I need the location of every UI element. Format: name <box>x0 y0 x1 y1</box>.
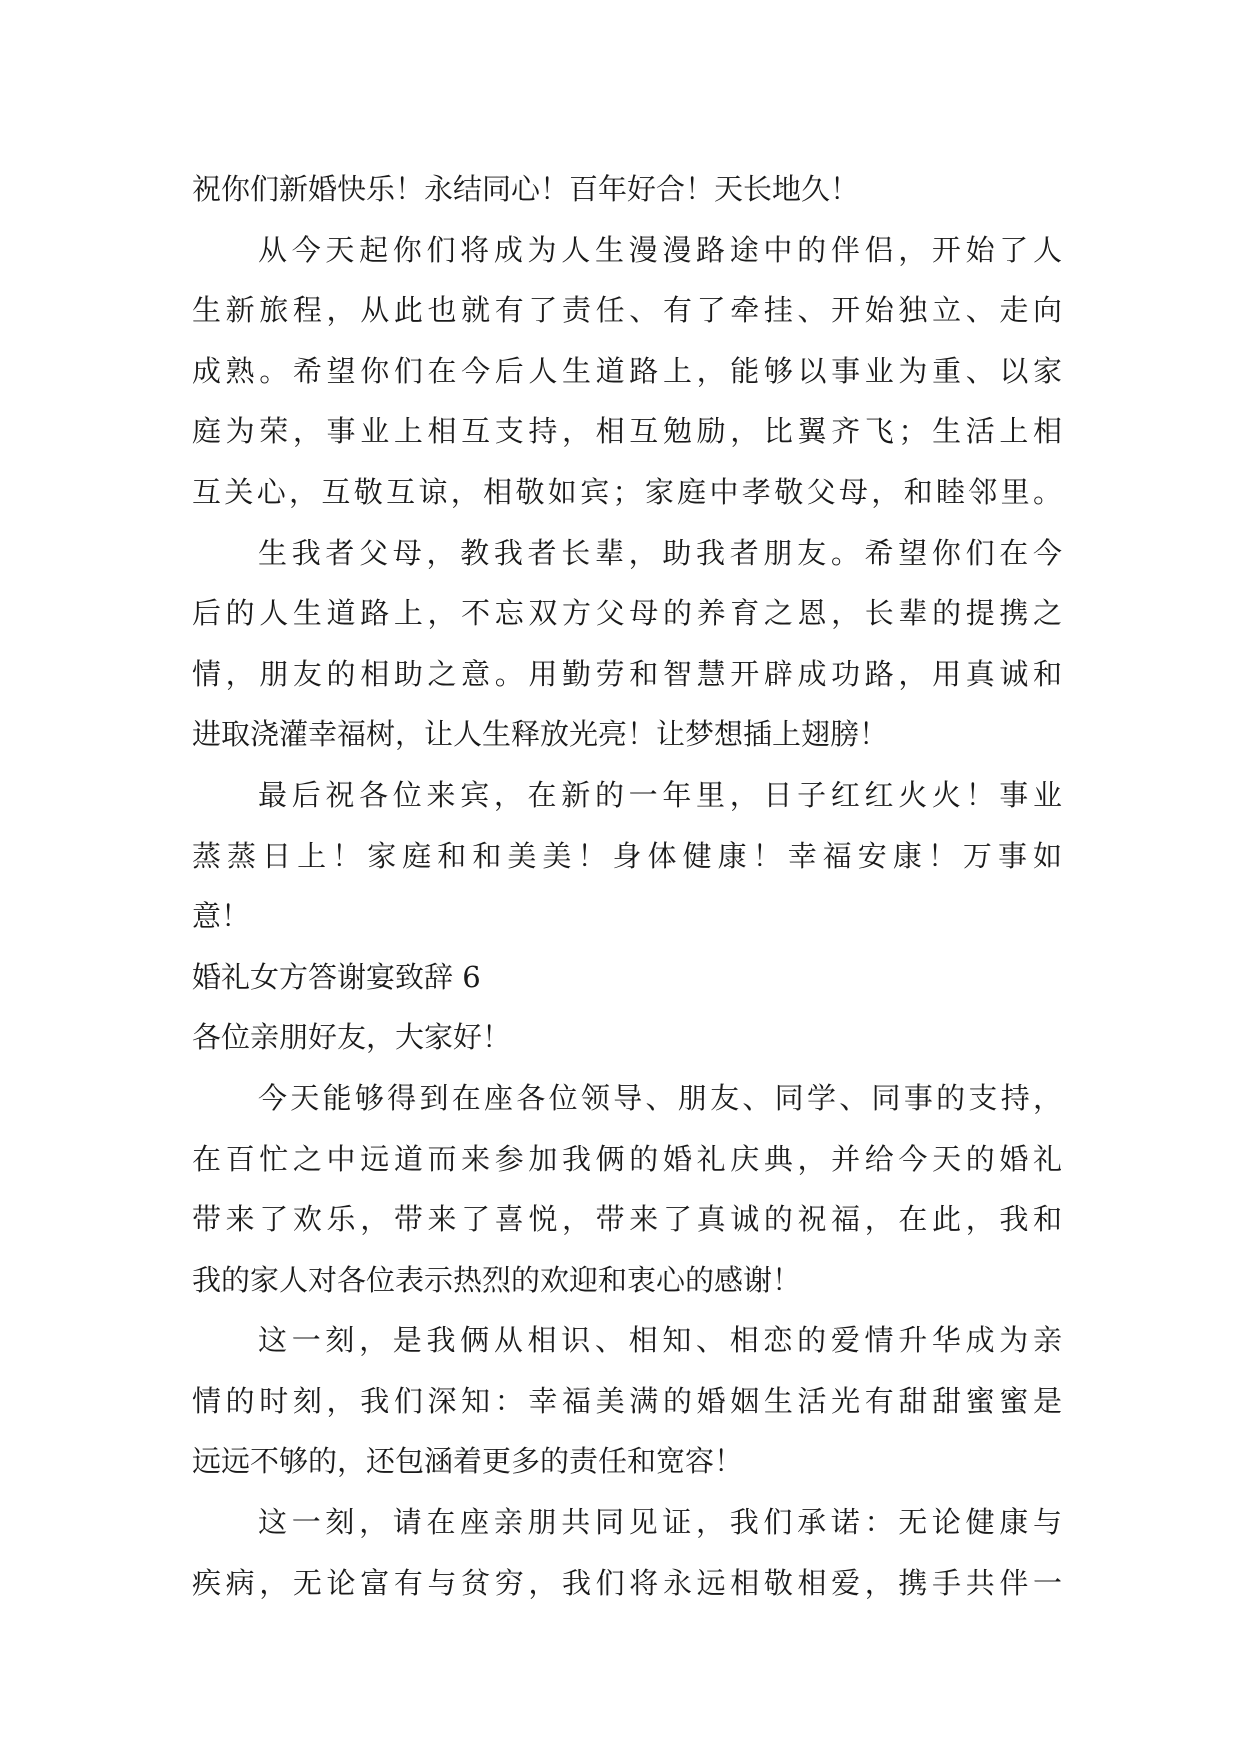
text-line: 最后祝各位来宾，在新的一年里，日子红红火火！事业 <box>258 777 1062 812</box>
text-line: 成熟。希望你们在今后人生道路上，能够以事业为重、以家 <box>192 353 1062 388</box>
text-line: 带来了欢乐，带来了喜悦，带来了真诚的祝福，在此，我和 <box>192 1202 1062 1237</box>
text-line: 后的人生道路上，不忘双方父母的养育之恩，长辈的提携之 <box>192 596 1062 631</box>
text-line: 这一刻，请在座亲朋共同见证，我们承诺：无论健康与 <box>258 1505 1062 1540</box>
text-line: 蒸蒸日上！家庭和和美美！身体健康！幸福安康！万事如 <box>192 838 1062 873</box>
text-line: 疾病，无论富有与贫穷，我们将永远相敬相爱，携手共伴一 <box>192 1565 1062 1600</box>
text-line: 情的时刻，我们深知：幸福美满的婚姻生活光有甜甜蜜蜜是 <box>192 1383 1062 1418</box>
text-line: 各位亲朋好友，大家好！ <box>192 1020 512 1055</box>
text-line: 祝你们新婚快乐！永结同心！百年好合！天长地久！ <box>192 172 860 206</box>
text-line: 从今天起你们将成为人生漫漫路途中的伴侣，开始了人 <box>258 232 1062 267</box>
text-line: 我的家人对各位表示热烈的欢迎和衷心的感谢！ <box>192 1262 802 1297</box>
text-line: 在百忙之中远道而来参加我俩的婚礼庆典，并给今天的婚礼 <box>192 1141 1062 1176</box>
text-line: 进取浇灌幸福树，让人生释放光亮！让梦想插上翅膀！ <box>192 717 889 752</box>
document-body <box>192 159 1062 1613</box>
section-heading: 婚礼女方答谢宴致辞 6 <box>192 959 481 994</box>
text-line: 生我者父母，教我者长辈，助我者朋友。希望你们在今 <box>258 535 1062 570</box>
text-line: 这一刻，是我俩从相识、相知、相恋的爱情升华成为亲 <box>258 1323 1062 1358</box>
text-line: 意！ <box>192 899 251 934</box>
text-line: 今天能够得到在座各位领导、朋友、同学、同事的支持， <box>258 1080 1062 1115</box>
text-line: 生新旅程，从此也就有了责任、有了牵挂、开始独立、走向 <box>192 293 1062 328</box>
text-line: 庭为荣，事业上相互支持，相互勉励，比翼齐飞；生活上相 <box>192 414 1062 449</box>
text-line: 远远不够的，还包涵着更多的责任和宽容！ <box>192 1444 744 1479</box>
text-line: 互关心，互敬互谅，相敬如宾；家庭中孝敬父母，和睦邻里。 <box>192 474 1062 509</box>
text-line: 情，朋友的相助之意。用勤劳和智慧开辟成功路，用真诚和 <box>192 656 1062 691</box>
